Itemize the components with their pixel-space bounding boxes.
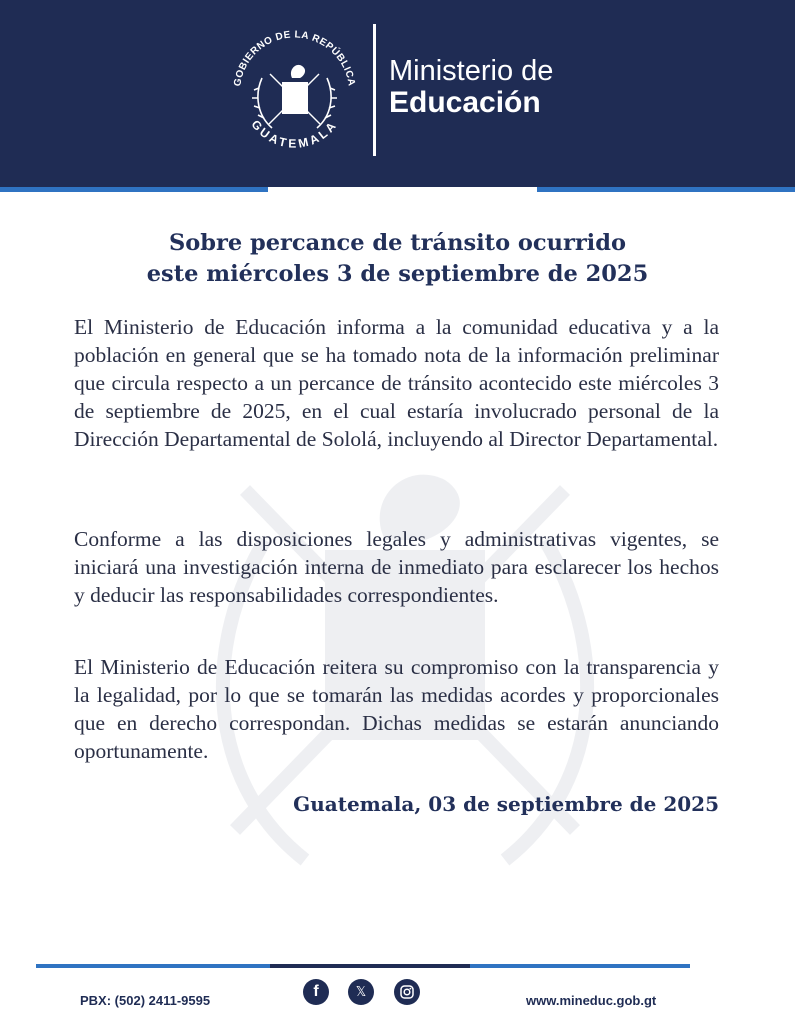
footer-phone: PBX: (502) 2411-9595 xyxy=(80,993,211,1008)
header-accent-left xyxy=(0,187,268,192)
body-paragraph-3: El Ministerio de Educación reitera su compromiso con la transparencia y la legalidad, por lo que se tomarán las medidas acordes y proporcionales que en derecho correspondan. Dichas medidas se estarán anunciando oportunamente. xyxy=(74,655,719,763)
header-accent-right xyxy=(537,187,795,192)
footer-accent-left xyxy=(36,964,270,968)
svg-text:GOBIERNO DE LA REPÚBLICA xyxy=(232,29,357,87)
ministry-name-line1: Ministerio de xyxy=(389,55,554,87)
footer-website-link[interactable]: www.mineduc.gob.gt xyxy=(526,993,657,1008)
quetzal-bird-icon xyxy=(291,65,305,78)
document-title xyxy=(60,228,735,290)
liberty-scroll-icon xyxy=(282,82,308,114)
x-icon[interactable]: 𝕏 xyxy=(348,979,374,1005)
title-line-1: Sobre percance de tránsito ocurrido xyxy=(169,230,626,256)
footer-accent-center xyxy=(270,964,470,968)
title-line-2: este miércoles 3 de septiembre de 2025 xyxy=(146,261,649,287)
coat-of-arms-seal xyxy=(222,20,367,165)
facebook-icon[interactable]: f xyxy=(303,979,329,1005)
instagram-icon[interactable] xyxy=(394,979,420,1005)
ministry-name-line2: Educación xyxy=(389,86,541,119)
instagram-glyph xyxy=(400,985,414,999)
header-divider xyxy=(373,24,376,156)
header-banner xyxy=(0,0,795,187)
footer-accent-right xyxy=(470,964,690,968)
seal-top-text: GOBIERNO DE LA REPÚBLICA xyxy=(232,29,357,88)
body-paragraph-2: Conforme a las disposiciones legales y administrativas vigentes, se iniciará una investigación interna de inmediato para esclarecer los hechos y deducir las responsabilidades correspondientes. xyxy=(74,527,719,607)
svg-text:GUATEMALA xyxy=(248,117,340,150)
closing-place-date: Guatemala, 03 de septiembre de 2025 xyxy=(293,792,719,816)
seal-bottom-text: GUATEMALA xyxy=(248,117,341,151)
body-paragraph-1: El Ministerio de Educación informa a la comunidad educativa y a la población en general que se ha tomado nota de la información preliminar que circula respecto a un percance de tránsito acontecido este miércoles 3 de septiembre de 2025, en el cual estaría involucrado personal de la Dirección Departamental de Sololá, incluyendo al Director Departamental. xyxy=(74,315,719,451)
